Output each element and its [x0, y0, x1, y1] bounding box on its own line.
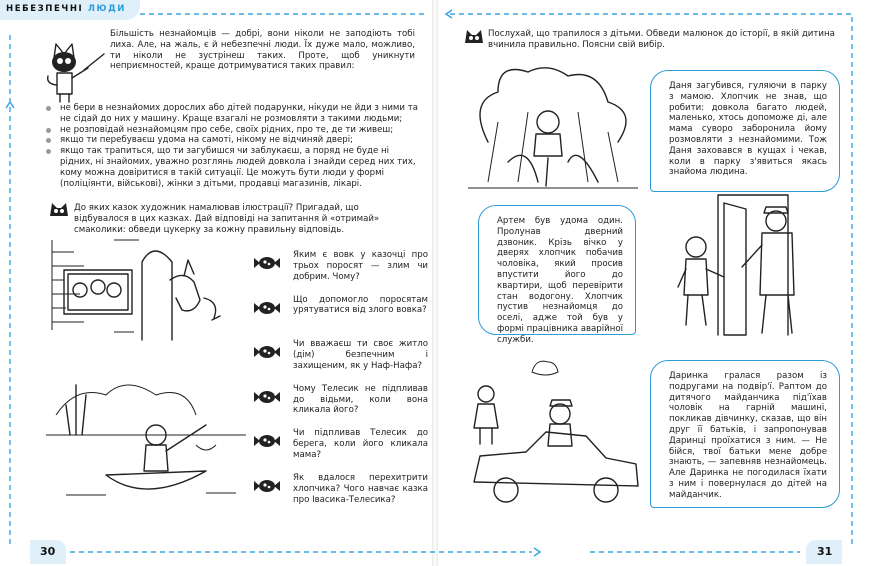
question-text: Чи вважаєш ти своє житло (дім) безпечним і захищеним, як у Наф-Нафа?: [293, 339, 428, 371]
page-number: 31: [817, 545, 833, 558]
cat-teacher-icon: [40, 40, 110, 110]
story-bubble: Артем був удома один. Пролунав дверний дзвоник. Крізь вічко у дверях хлопчик побачив чоловіка, який просив впустити його до квартири, щоб перевірити стан водогону. Хлопчик пустив незнайомця до оселі, адже той був у формі працівника аварійної служби.: [478, 205, 636, 335]
boy-in-bushes-illustration: [468, 62, 638, 192]
question-row: [248, 339, 428, 384]
list-item: якщо ти перебуваєш удома на самоті, нікому не відчиняй двері;: [60, 135, 420, 146]
candy-icon[interactable]: [254, 345, 280, 359]
question-row: [248, 428, 428, 473]
question-text: Чи підпливав Телесик до берега, коли його кликала мама?: [293, 428, 428, 460]
question-text: Чому Телесик не підпливав до відьми, коли вона кликала його?: [293, 383, 428, 416]
candy-icon[interactable]: [254, 479, 280, 493]
question-row: [248, 250, 428, 295]
intro-paragraph: Більшість незнайомців — добрі, вони ніколи не заподіють тобі лиха. Але, на жаль, є й небезпечні люди. Їх дуже мало, можливо, ти ніколи не зустрінеш таких. Проте, щоб уникнути неприємностей, краще дотримуватися таких правил:: [110, 29, 415, 72]
cat-head-icon: [463, 29, 485, 47]
telesyk-boat-illustration: [46, 375, 246, 505]
question-text: Як вдалося перехитрити хлопчика? Чого навчає казка про Івасика-Телесика?: [293, 472, 428, 505]
section-title: НЕБЕЗПЕЧНІ ЛЮДИ: [6, 4, 126, 14]
list-item: не бери в незнайомих дорослих або дітей подарунки, нікуди не йди з ними та не сідай до них у машину. Краще взагалі не розмовляти з такими людьми;: [60, 103, 418, 124]
candy-icon[interactable]: [254, 434, 280, 448]
candy-icon[interactable]: [254, 301, 280, 315]
candy-icon[interactable]: [254, 256, 280, 270]
safety-rules-list: [60, 103, 420, 189]
question-row: [248, 384, 428, 429]
cat-head-icon: [48, 202, 70, 220]
three-pigs-illustration: [44, 240, 244, 340]
question-text: Що допомогло поросятам урятуватися від злого вовка?: [293, 294, 428, 316]
boy-at-door-illustration: [668, 195, 818, 345]
question-text: Яким є вовк у казочці про трьох поросят — злим чи добрим. Чому?: [293, 250, 428, 282]
task-instructions: Послухай, що трапилося з дітьми. Обведи малюнок до історії, в якій дитина вчинила правильно. Поясни свій вибір.: [488, 29, 835, 50]
story-bubble: Даринка гралася разом із подругами на подвір'ї. Раптом до дитячого майданчика під'їхав чоловік на гарній машині, покликав дівчинку, сказав, що він друг її батьків, і запропонував Даринці проїхатися з ним. — Не бійся, твої батьки мене добре знають, — запевняв незнайомець. Але Даринка не погодилася їхати з ним і повернулася до дітей на майданчик.: [650, 360, 840, 508]
girl-and-car-illustration: [466, 362, 646, 502]
list-item: не розповідай незнайомцям про себе, своїх рідних, про те, де ти живеш;: [60, 125, 420, 136]
list-item: якщо так трапиться, що ти загубишся чи заблукаєш, а поряд не буде ні рідних, ні знайомих, уважно розглянь людей довкола і знайди серед них тих, кому можна довіритися в такій ситуації. Це можуть бути люди у формі (поліціянти, військові), жінки з дітьми, продавці магазинів, лікарі.: [60, 146, 420, 189]
story-bubble: Даня загубився, гуляючи в парку з мамою. Хлопчик не знав, що робити: довкола багато людей, маленько, хтось допоможе ді, але мама суворо заборонила йому розмовляти з незнайомими. Тож Даня заховався в кущах і чекав, коли в парку з'явиться якась знайома людина.: [650, 70, 840, 192]
questions-list: [248, 250, 428, 518]
question-row: [248, 295, 428, 340]
candy-icon[interactable]: [254, 390, 280, 404]
question-row: [248, 473, 428, 518]
page-number: 30: [40, 545, 56, 558]
task-instructions: До яких казок художник намалював ілюстрації? Пригадай, що відбувалося в цих казках. Дай відповіді на запитання й «отримай» смаколики: обведи цукерку за кожну правильну відповідь.: [74, 203, 380, 235]
